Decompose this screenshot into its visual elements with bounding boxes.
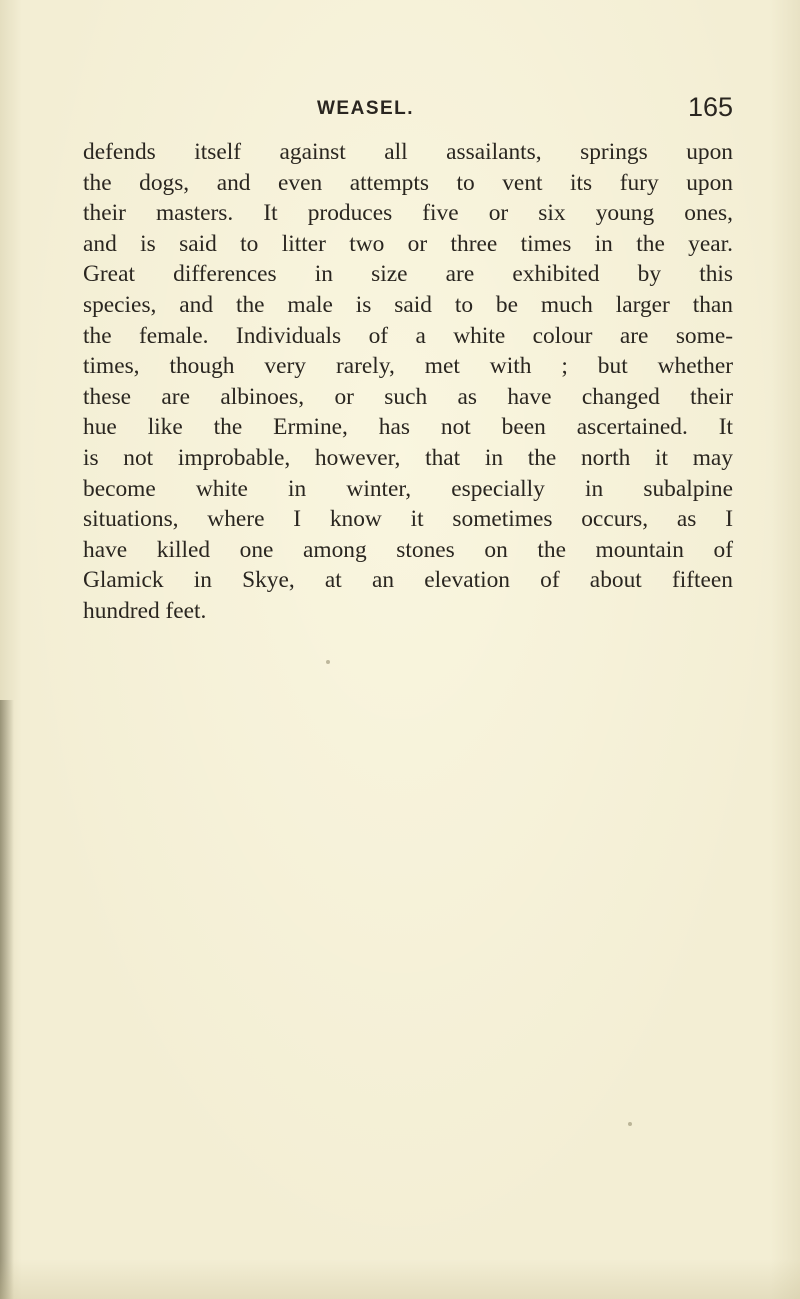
text-line: have killed one among stones on the mountain of — [83, 536, 733, 563]
text-line: and is said to litter two or three times in the year. — [83, 230, 733, 257]
text-line: the female. Individuals of a white colour are some- — [83, 322, 733, 349]
text-line: hue like the Ermine, has not been ascertained. It — [83, 414, 733, 441]
text-line: situations, where I know it sometimes occurs, as I — [83, 506, 733, 533]
running-head — [83, 92, 733, 128]
running-title: WEASEL. — [317, 98, 415, 119]
text-line: their masters. It produces five or six young ones, — [83, 200, 733, 227]
text-line: hundred feet. — [83, 597, 207, 624]
text-line: these are albinoes, or such as have changed their — [83, 383, 733, 410]
bottom-edge-shadow — [0, 1259, 800, 1299]
body-paragraph — [83, 137, 733, 627]
paper-speck — [326, 660, 330, 664]
text-line: species, and the male is said to be much larger than — [83, 291, 733, 318]
text-line: defends itself against all assailants, springs upon — [83, 139, 733, 165]
gutter-shadow — [0, 700, 14, 1299]
text-line: the dogs, and even attempts to vent its fury upon — [83, 169, 733, 196]
text-line: Glamick in Skye, at an elevation of about fifteen — [83, 567, 733, 594]
text-line: times, though very rarely, met with ; but whether — [83, 353, 733, 380]
page-number: 165 — [687, 92, 733, 122]
text-line: is not improbable, however, that in the north it may — [83, 444, 733, 471]
text-line: become white in winter, especially in subalpine — [83, 475, 733, 502]
text-line: Great differences in size are exhibited by this — [83, 261, 733, 288]
paper-speck — [628, 1122, 632, 1126]
